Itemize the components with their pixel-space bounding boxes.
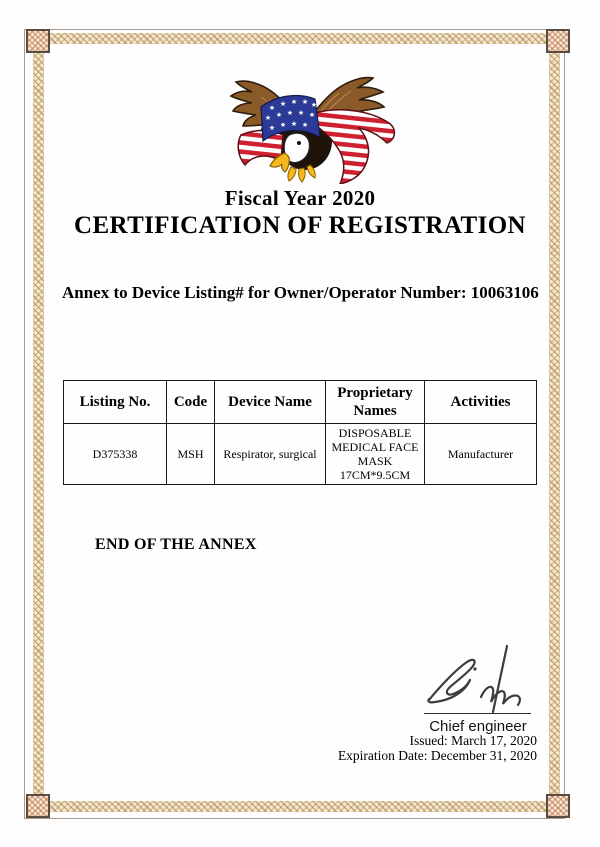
end-of-annex-note: END OF THE ANNEX: [95, 536, 257, 553]
issued-date: Issued: March 17, 2020: [409, 733, 537, 748]
svg-text:★: ★: [286, 109, 294, 117]
svg-text:★: ★: [275, 111, 283, 119]
border-rope-left: [33, 33, 44, 812]
cell-device-name: Respirator, surgical: [215, 424, 326, 485]
svg-text:★: ★: [268, 104, 276, 112]
border-corner-bottom-right: [546, 794, 570, 818]
column-header-proprietary-names: Proprietary Names: [326, 381, 425, 424]
column-header-device-name: Device Name: [215, 381, 326, 424]
eagle-eye: [297, 141, 301, 145]
column-header-code: Code: [167, 381, 215, 424]
cell-listing-no: D375338: [64, 424, 167, 485]
border-corner-top-right: [546, 29, 570, 53]
signature-scribble: [415, 642, 540, 716]
column-header-listing-no: Listing No.: [64, 381, 167, 424]
expiration-date: Expiration Date: December 31, 2020: [337, 748, 537, 763]
svg-text:★: ★: [310, 101, 318, 109]
signer-title: Chief engineer: [429, 718, 527, 735]
svg-text:★: ★: [308, 111, 316, 119]
column-header-activities: Activities: [425, 381, 537, 424]
svg-text:★: ★: [268, 124, 276, 132]
svg-text:★: ★: [290, 98, 298, 106]
cell-activities: Manufacturer: [425, 424, 537, 485]
svg-text:★: ★: [301, 121, 309, 129]
eagle-flag-logo: [203, 72, 418, 184]
border-corner-bottom-left: [26, 794, 50, 818]
main-title: CERTIFICATION OF REGISTRATION: [74, 212, 526, 239]
cell-proprietary-names: DISPOSABLE MEDICAL FACE MASK 17CM*9.5CM: [326, 424, 425, 485]
svg-text:★: ★: [297, 109, 305, 117]
border-rope-bottom: [30, 801, 570, 812]
svg-text:★: ★: [279, 121, 287, 129]
svg-text:★: ★: [264, 114, 272, 122]
annex-statement: Annex to Device Listing# for Owner/Operator Number: 10063106: [62, 283, 539, 302]
border-rope-top: [30, 33, 570, 44]
fiscal-year-title: Fiscal Year 2020: [224, 186, 376, 210]
border-corner-top-left: [26, 29, 50, 53]
cell-code: MSH: [167, 424, 215, 485]
svg-text:★: ★: [301, 98, 309, 106]
svg-text:★: ★: [279, 100, 287, 108]
svg-text:★: ★: [290, 120, 298, 128]
border-rope-right: [549, 33, 560, 812]
